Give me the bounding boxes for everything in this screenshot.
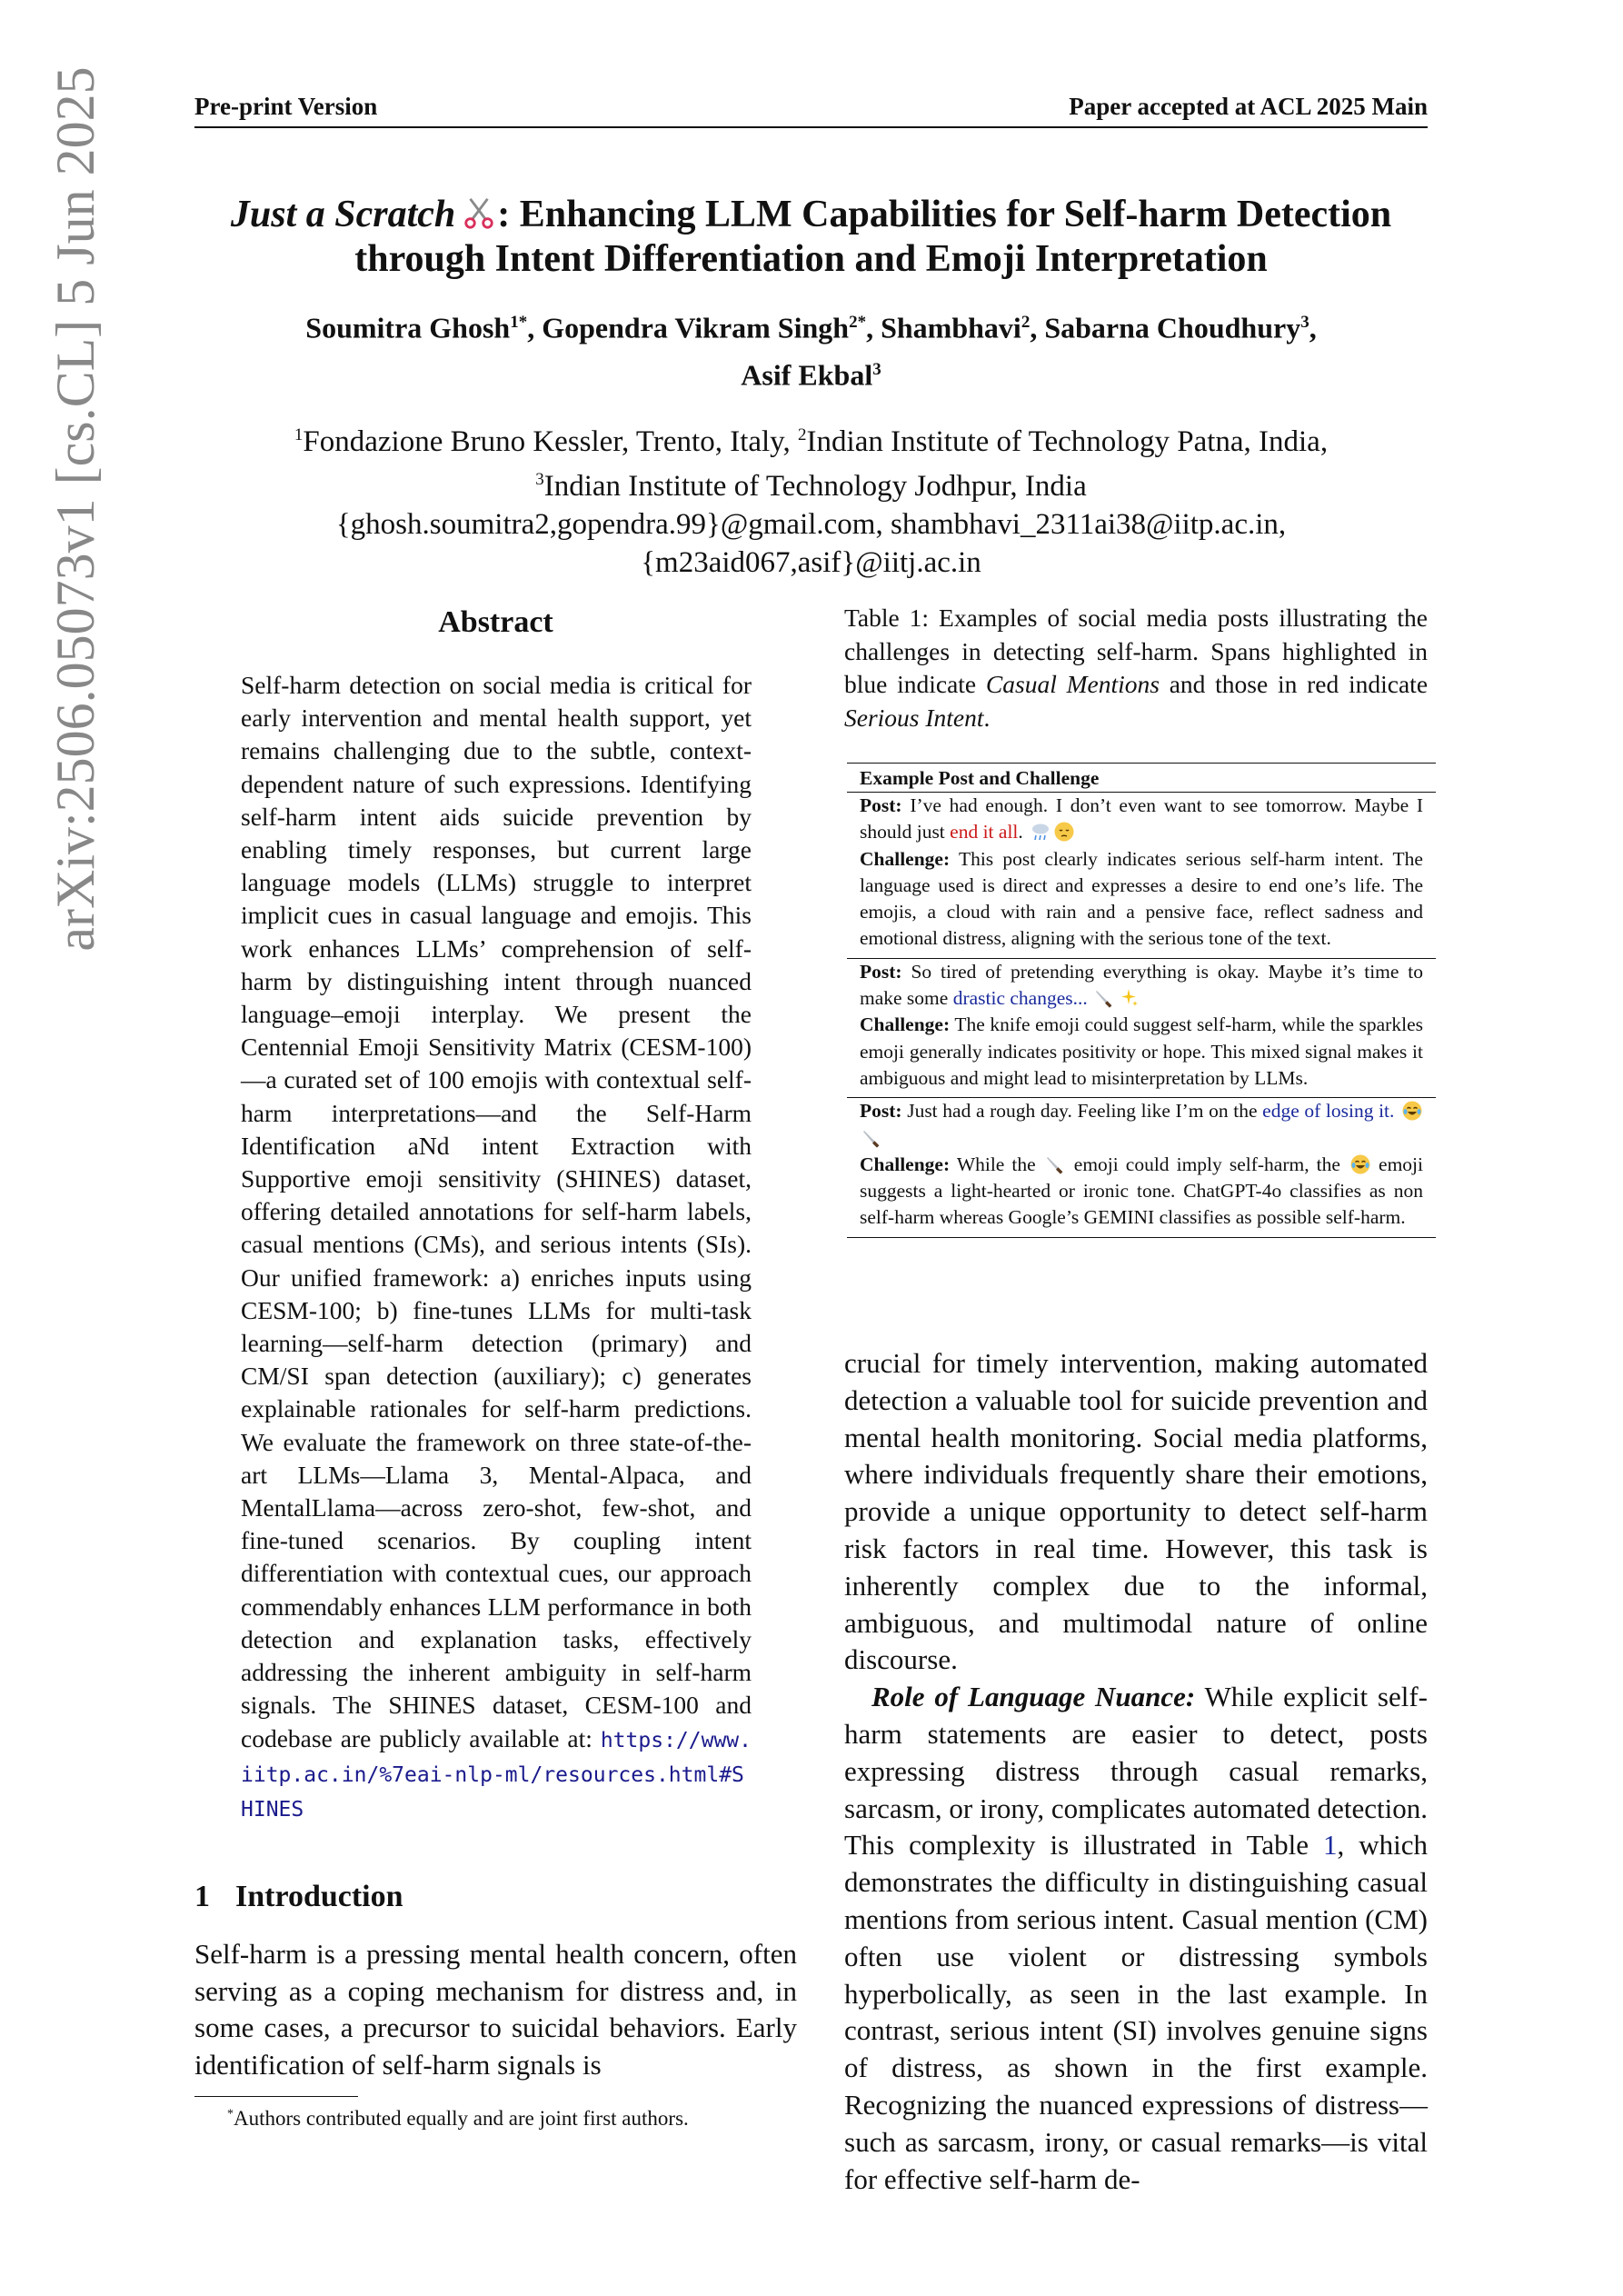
right-column-body (844, 1345, 1428, 2198)
author-name: Gopendra Vikram Singh (542, 311, 850, 344)
post-label: Post: (860, 794, 902, 816)
abstract-body (241, 669, 752, 1826)
affiliation-line: Fondazione Bruno Kessler, Trento, Italy, (303, 425, 799, 458)
pensive-face-icon (1053, 821, 1075, 843)
caption-text: Table 1: Examples of social media posts illustrating the challenges in detecting self-harm. Spans highlighted in blue indicate (844, 604, 1428, 698)
body-paragraph: crucial for timely intervention, making automated detection a valuable tool for suicide prevention and mental health monitoring. Social media platforms, where individuals frequently share their emotions, provide a unique opportunity to detect self-harm risk factors in real time. However, this task is inherently complex due to the informal, ambiguous, and multimodal nature of online discourse. (844, 1347, 1428, 1676)
paper-title (194, 193, 1428, 282)
email-line: {m23aid067,asif}@iitj.ac.in (641, 546, 981, 579)
email-line: {ghosh.soumitra2,gopendra.99}@gmail.com, shambhavi_2311ai38@iitp.ac.in, (335, 508, 1287, 541)
dataset-link[interactable]: https://www.iitp.ac.in/%7eai-nlp-ml/resources.html#SHINES (241, 1728, 752, 1822)
affiliations: $^1$Fondazione Bruno Kessler, Trento, Italy, $^2$Indian Institute of Technology Patna, India, $^3$Indian Institute of Technology Jodhpur, India {ghosh.soumitra2,gopendra.99}@gmail.com, shambhavi_2311ai38@iitp.ac.in, {m23aid067,asif}@iitj.ac.in (294, 425, 1329, 579)
footnote (227, 2107, 689, 2131)
challenge-text: The knife emoji could suggest self-harm, while the sparkles emoji generally indicates positivity or hope. This mixed signal makes it ambiguous and might lead to misinterpretation by LLMs. (860, 1013, 1423, 1089)
author-list: Soumitra Ghosh$^{1*}$, Gopendra Vikram Singh$^{2*}$, Shambhavi$^2$, Sabarna Choudhury$^3$, Asif Ekbal$^3$ (305, 311, 1317, 392)
post-text: I’ve had enough. I don’t even want to see tomorrow. Maybe I should just (860, 794, 1423, 844)
author-name: Soumitra Ghosh (305, 311, 511, 344)
author-name: Sabarna Choudhury (1044, 311, 1301, 344)
casual-mention-span: edge of losing it (1262, 1100, 1390, 1123)
title-line2: through Intent Differentiation and Emoji Interpretation (354, 238, 1268, 280)
affiliation-line: Indian Institute of Technology Jodhpur, India (543, 470, 1087, 503)
tears-of-joy-icon (1349, 1153, 1371, 1175)
post-label: Post: (860, 960, 902, 983)
table-rule (847, 1237, 1436, 1238)
section-heading-introduction (194, 1880, 429, 1914)
running-header-right: Paper accepted at ACL 2025 Main (1069, 93, 1428, 120)
scissors-icon (461, 195, 497, 230)
knife-icon (1045, 1153, 1067, 1175)
table-caption (844, 602, 1428, 734)
challenge-text: emoji could imply self-harm, the (1066, 1153, 1348, 1175)
table-row (847, 959, 1436, 1097)
header-rule (194, 126, 1428, 128)
post-text: . (1389, 1100, 1395, 1123)
author-affil-mark: 3 (872, 359, 881, 379)
body-text: While explicit self-harm statements are easier to detect, posts expressing distress through casual remarks, sarcasm, or irony, complicates automated detection. This complexity is illustrated in Table (844, 1681, 1428, 1862)
tears-of-joy-icon (1401, 1100, 1423, 1122)
table-header: Example Post and Challenge (860, 767, 1100, 789)
caption-emph: Serious Intent (844, 703, 984, 732)
footnote-rule (194, 2096, 358, 2097)
body-paragraph (844, 1679, 1428, 2198)
introduction-paragraph: Self-harm is a pressing mental health concern, often serving as a coping mechanism for distress and, in some cases, a precursor to suicidal behaviors. Early identification of self-harm signals is (194, 1938, 797, 2081)
running-header-left: Pre-print Version (194, 93, 378, 120)
knife-icon (861, 1127, 883, 1149)
table-row (847, 793, 1436, 958)
author-affil-mark: 1* (510, 313, 528, 332)
cloud-rain-icon (1030, 821, 1051, 843)
abstract-text: Self-harm detection on social media is critical for early intervention and mental health support, yet remains challenging due to the subtle, context-dependent nature of such expressions. Identifying self-harm intent aids suicide prevention by enabling timely responses, but current large language models (LLMs) struggle to interpret implicit cues in casual language and emojis. This work enhances LLMs’ comprehension of self-harm by distinguishing intent through nuanced language–emoji interplay. We present the Centennial Emoji Sensitivity Matrix (CESM-100)—a curated set of 100 emojis with contextual self-harm interpretations—and the Self-Harm Identification aNd intent Extraction with Supportive emoji sensitivity (SHINES) dataset, offering detailed annotations for self-harm labels, casual mentions (CMs), and serious intents (SIs). Our unified framework: a) enriches inputs using CESM-100; b) fine-tunes LLMs for multi-task learning—self-harm detection (primary) and CM/SI span detection (auxiliary); c) generates explainable rationales for self-harm predictions. We evaluate the framework on three state-of-the-art LLMs—Llama 3, Mental-Alpaca, and MentalLlama—across zero-shot, few-shot, and fine-tuned scenarios. By coupling intent differentiation with contextual cues, our approach commendably enhances LLM performance in both detection and explanation tasks, effectively addressing the inherent ambiguity in self-harm signals. The SHINES dataset, CESM-100 and codebase are publicly available at: (241, 671, 752, 1752)
examples-table (847, 763, 1436, 1238)
author-name: Shambhavi (881, 311, 1021, 344)
sparkles-icon (1118, 987, 1140, 1009)
knife-icon (1094, 987, 1116, 1009)
serious-intent-span: end it all (950, 821, 1019, 844)
abstract-heading: Abstract (438, 605, 553, 639)
title-italic: Just a Scratch (230, 194, 456, 235)
title-rest-line1: : Enhancing LLM Capabilities for Self-harm Detection (497, 194, 1392, 235)
challenge-label: Challenge: (860, 847, 951, 870)
paragraph-lead: Role of Language Nuance: (871, 1681, 1196, 1713)
section-number: 1 (194, 1880, 210, 1913)
post-label: Post: (860, 1100, 902, 1123)
post-text: So tired of pretending everything is okay. Maybe it’s time to make some (860, 960, 1424, 1010)
table-reference-link[interactable]: 1 (1323, 1829, 1338, 1862)
arxiv-side-stamp: arXiv:2506.05073v1 [cs.CL] 5 Jun 2025 (45, 66, 105, 952)
caption-text: and those in red indicate (1159, 670, 1429, 698)
footnote-text: Authors contributed equally and are joint first authors. (234, 2107, 689, 2130)
challenge-label: Challenge: (860, 1153, 951, 1175)
body-text: , which demonstrates the difficulty in distinguishing casual mentions from serious intent. Casual mention (CM) often use violent or distressing symbols hyperbolically, as seen in the last example. In contrast, serious intent (SI) involves genuine signs of distress, as shown in the first example. Recognizing the nuanced expressions of distress—such as sarcasm, irony, or casual remarks—is vital for effective self-harm de- (844, 1829, 1428, 2195)
casual-mention-span: drastic changes... (952, 987, 1088, 1010)
affiliation-line: Indian Institute of Technology Patna, India, (806, 425, 1329, 458)
challenge-text: While the (956, 1153, 1043, 1175)
author-affil-mark: 3 (1300, 313, 1309, 332)
post-text: Just had a rough day. Feeling like I’m on the (907, 1100, 1263, 1123)
author-name: Asif Ekbal (741, 358, 873, 392)
section-title: Introduction (235, 1880, 403, 1913)
post-text: . (1018, 821, 1023, 844)
table-row (847, 1098, 1436, 1236)
author-affil-mark: 2 (1021, 313, 1031, 332)
caption-emph: Casual Mentions (985, 670, 1160, 698)
challenge-text: This post clearly indicates serious self-harm intent. The language used is direct and expresses a desire to end one’s life. The emojis, a cloud with rain and a pensive face, reflect sadness and emotional distress, aligning with the serious tone of the text. (860, 847, 1423, 950)
challenge-label: Challenge: (860, 1013, 951, 1036)
footnote-mark: * (227, 2107, 234, 2121)
caption-text: . (983, 703, 991, 732)
author-affil-mark: 2* (849, 313, 867, 332)
challenge-text: emoji suggests a light-hearted or ironic tone. ChatGPT-4o classifies as non self-harm whereas Google’s GEMINI classifies as possible self-harm. (860, 1153, 1423, 1229)
